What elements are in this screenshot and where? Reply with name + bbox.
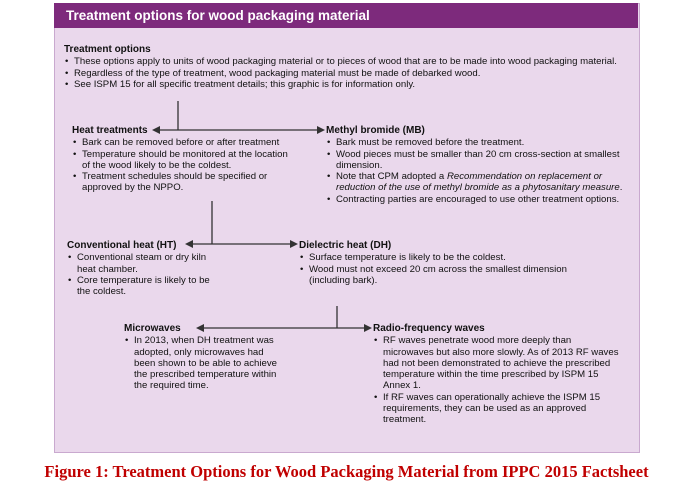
arrowhead-radio-frequency: [364, 324, 372, 332]
list-item: • Contracting parties are encouraged to use other treatment options.: [326, 194, 628, 205]
radio-frequency-block: [373, 323, 623, 426]
list-item: • Bark can be removed before or after treatment: [72, 137, 294, 148]
list-item: • If RF waves can operationally achieve the ISPM 15 requirements, they can be used as an approved treatment.: [373, 392, 623, 426]
list-item: • Wood pieces must be smaller than 20 cm cross-section at smallest dimension.: [326, 149, 628, 172]
heat-treatments-list: [72, 137, 294, 193]
figure-caption: Figure 1: Treatment Options for Wood Packaging Material from IPPC 2015 Factsheet: [44, 462, 649, 481]
conventional-heat-block: [67, 240, 215, 297]
list-item: • Conventional steam or dry kiln heat chamber.: [67, 252, 215, 275]
conventional-heat-list: [67, 252, 215, 297]
treatment-options-title: Treatment options: [64, 44, 151, 55]
heat-treatments-block: [72, 125, 294, 194]
diagram-header: Treatment options for wood packaging material: [54, 3, 638, 28]
dielectric-heat-title: Dielectric heat (DH): [299, 240, 392, 251]
list-item: • Surface temperature is likely to be the coldest.: [299, 252, 601, 263]
list-item: • Bark must be removed before the treatment.: [326, 137, 628, 148]
arrowhead-dielectric-heat: [290, 240, 298, 248]
list-item: [326, 171, 628, 194]
heat-treatments-title: Heat treatments: [72, 125, 148, 136]
list-item: • Core temperature is likely to be the coldest.: [67, 275, 215, 298]
treatment-options-list: [64, 56, 632, 90]
list-item: • See ISPM 15 for all specific treatment details; this graphic is for information only.: [64, 79, 632, 90]
radio-frequency-list: [373, 335, 623, 425]
arrowhead-methyl-bromide: [317, 126, 325, 134]
conventional-heat-title: Conventional heat (HT): [67, 240, 177, 251]
microwaves-block: [124, 323, 284, 392]
dielectric-heat-list: [299, 252, 601, 286]
methyl-bromide-list: [326, 137, 628, 205]
list-item: • Wood must not exceed 20 cm across the smallest dimension (including bark).: [299, 264, 601, 287]
methyl-bromide-title: Methyl bromide (MB): [326, 125, 425, 136]
radio-frequency-title: Radio-frequency waves: [373, 323, 485, 334]
list-item: • In 2013, when DH treatment was adopted, only microwaves had been shown to be able to achieve the prescribed temperature within the required time.: [124, 335, 284, 391]
microwaves-title: Microwaves: [124, 323, 181, 334]
list-item: • RF waves penetrate wood more deeply than microwaves but also more slowly. As of 2013 RF waves had not been demonstrated to achieve the prescribed temperature within the time prescribed by ISPM 15 Annex 1.: [373, 335, 623, 391]
methyl-bromide-block: [326, 125, 628, 205]
microwaves-list: [124, 335, 284, 391]
treatment-options-block: [64, 44, 632, 90]
list-item: • These options apply to units of wood packaging material or to pieces of wood that are to be made into wood packaging material.: [64, 56, 632, 67]
cpm-recommendation-title: Recommendation on replacement or reduction of the use of methyl bromide as a phytosanitary measure: [336, 171, 620, 194]
dielectric-heat-block: [299, 240, 601, 286]
list-item: • Regardless of the type of treatment, wood packaging material must be made of debarked wood.: [64, 68, 632, 79]
cpm-note-suffix: .: [619, 182, 623, 194]
cpm-note-prefix: Note that CPM adopted a: [336, 171, 447, 183]
list-item: • Temperature should be monitored at the location of the wood likely to be the coldest.: [72, 149, 294, 172]
list-item: • Treatment schedules should be specified or approved by the NPPO.: [72, 171, 294, 194]
